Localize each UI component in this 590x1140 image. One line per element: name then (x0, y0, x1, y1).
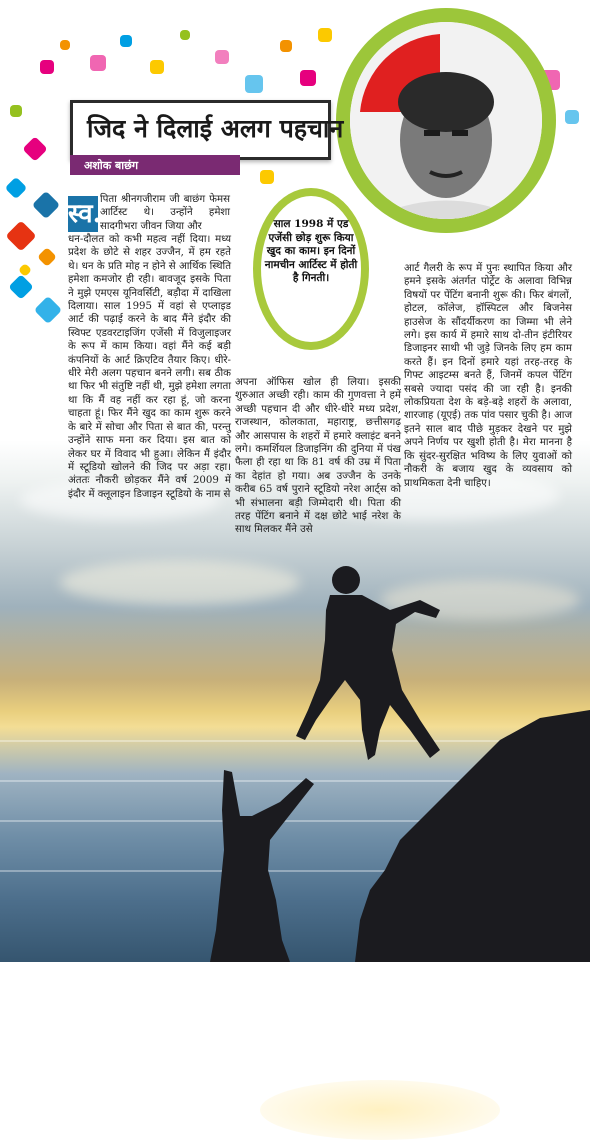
article-column-1: धन-दौलत को कभी महत्व नहीं दिया। मध्य प्रदेश के छोटे से शहर उज्जैन, में हम रहते थे। धन के प्रति मोह न होने से आर्थिक स्थिति हमेशा कमजोर ही रही। बावजूद इसके पिता ने मुझे एमएस यूनिवर्सिटी, बड़ौदा में दाखिला दिलाया। साल 1995 में वहां से एप्लाइड आर्ट की पढ़ाई करने के बाद मैंने इंदौर की स्विफ्ट एडवरटाइजिंग एजेंसी में विजुलाइजर के रूप में काम किया। वहां मैंने कई बड़ी कंपनियों के आर्ट क्रिएटिव तैयार किए। धीरे-धीरे मेरी अलग पहचान बनने लगी। सब ठीक था फिर भी संतुष्टि नहीं थी, मुझे हमेशा लगता था कि मैं वह नहीं कर रहा हूं, जो करना चाहता हूं। फिर मैंने खुद का काम शुरू करने के बारे में सोचा और पिता से बात की, परन्तु उन्होंने साफ मना कर दिया। इस बात को लेकर घर में विवाद भी हुआ। लेकिन मैं इंदौर में स्टूडियो खोलने की जिद पर अड़ा रहा। अंततः नौकरी छोड़कर मैंने वर्ष 2009 में इंदौर में क्लूलाइन डिजाइन स्टूडियो के नाम से (68, 234, 231, 500)
article-column-3: आर्ट गैलरी के रूप में पुनः स्थापित किया और हमने इसके अंतर्गत पोर्ट्रेट के अलावा विभिन्न विषयों पर पेंटिंग बनानी शुरू की। फिर बंगलों, होटल, कॉलेज, हॉस्पिटल और बिजनेस हाउसेज के सौंदर्यीकरण का जिम्मा भी लेने लगे। इस कार्य में हमारे साथ दो-तीन इंटीरियर डिजाइनर साथी भी जुड़े जिनके लिए हम काम करते हैं। इन दिनों हमारे यहां तरह-तरह के गिफ्ट आइटम्स बनते हैं, जिनमें कपल पेंटिंग सबसे ज्यादा पसंद की जा रही है। इनकी लोकप्रियता देश के बड़े-बड़े शहरों के अलावा, शारजाह (यूएई) तक पांव पसार चुकी है। आज इतने साल बाद पीछे मुड़कर देखने पर मुझे अपने निर्णय पर खुशी होती है। मेरा मानना है कि सुंदर-सुरक्षित भविष्य के लिए युवाओं को नौकरी के बजाय खुद के व्यवसाय को प्राथमिकता देनी चाहिए। (404, 263, 572, 489)
article-column-2: अपना ऑफिस खोल ही लिया। इसकी शुरुआत अच्छी रही। काम की गुणवत्ता ने हमें अच्छी पहचान दी और धीरे-धीरे मध्य प्रदेश, राजस्थान, कोलकाता, महाराष्ट्र, छत्तीसगढ़ और आसपास के शहरों में हमारे क्लाइंट बनने लगे। कमर्शियल डिजाइनिंग की दुनिया में पंख फैला ही रहा था कि 81 वर्ष की उम्र में पिता का देहांत हो गया। अब उज्जैन के उनके करीब 65 वर्ष पुराने स्टूडियो नरेश आर्ट्स को भी संभालना बड़ी जिम्मेदारी थी। पिता की तरह पेंटिंग बनाने में दक्ष छोटे भाई नरेश के साथ मिलकर मैंने उसे (235, 377, 401, 536)
helping-hand-silhouette (0, 540, 590, 962)
author-name: अशोक बाछंग (84, 159, 139, 172)
article-lead: पिता श्रीनगजीराम जी बाछंग फेमस आर्टिस्ट थे। उन्होंने हमेशा सादगीभरा जीवन जिया और (100, 194, 230, 232)
headline: जिद ने दिलाई अलग पहचान (87, 114, 344, 143)
portrait-photo (350, 22, 542, 219)
pull-quote: साल 1998 में एड एजेंसी छोड़ शुरू किया खुद का काम। इन दिनों नामचीन आर्टिस्ट में होती है गिनती। (264, 218, 358, 284)
drop-cap: स्व. (68, 196, 98, 232)
byline-bar (70, 155, 240, 175)
headline-box (70, 100, 344, 160)
